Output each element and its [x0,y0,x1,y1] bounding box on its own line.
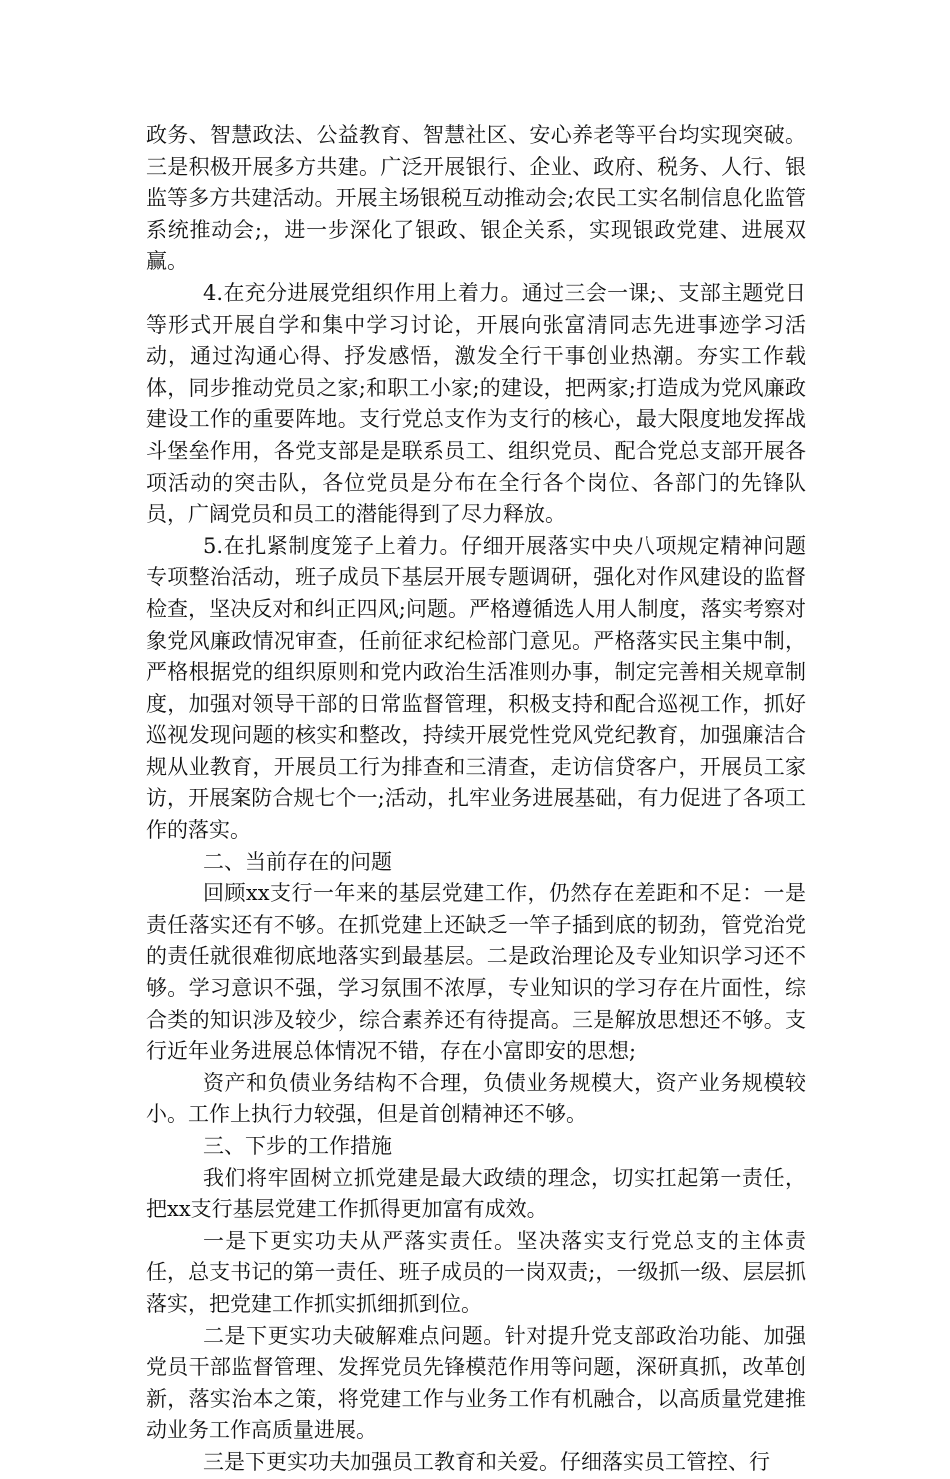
paragraph-measure-2: 二是下更实功夫破解难点问题。针对提升党支部政治功能、加强党员干部监督管理、发挥党员先锋模范作用等问题，深研真抓，改革创新，落实治本之策，将党建工作与业务工作有机融合，以高质量党建推动业务工作高质量进展。 [146,1323,806,1443]
paragraph-measure-3: 三是下更实功夫加强员工教育和关爱。仔细落实员工管控、行 [203,1449,770,1474]
section-heading-measures: 三、下步的工作措施 [203,1134,392,1158]
paragraph-measure-1: 一是下更实功夫从严落实责任。坚决落实支行党总支的主体责任，总支书记的第一责任、班子成员的一岗双责;，一级抓一级、层层抓落实，把党建工作抓实抓细抓到位。 [146,1228,806,1316]
document-body [146,120,806,1479]
paragraph-problems-continued: 资产和负债业务结构不合理，负债业务规模大，资产业务规模较小。工作上执行力较强，但是首创精神还不够。 [146,1070,806,1127]
paragraph-measures-intro: 我们将牢固树立抓党建是最大政绩的理念，切实扛起第一责任，把xx支行基层党建工作抓得更加富有成效。 [146,1165,806,1222]
paragraph-continuation: 政务、智慧政法、公益教育、智慧社区、安心养老等平台均实现突破。三是积极开展多方共建。广泛开展银行、企业、政府、税务、人行、银监等多方共建活动。开展主场银税互动推动会;农民工实名制信息化监管系统推动会;，进一步深化了银政、银企关系，实现银政党建、进展双赢。 [146,123,806,274]
section-heading-problems: 二、当前存在的问题 [203,849,392,874]
paragraph-item-4: 4.在充分进展党组织作用上着力。通过三会一课;、支部主题党日等形式开展自学和集中学习讨论，开展向张富清同志先进事迹学习活动，通过沟通心得、抒发感悟，激发全行干事创业热潮。夯实工作载体，同步推动党员之家;和职工小家;的建设，把两家;打造成为党风廉政建设工作的重要阵地。支行党总支作为支行的核心，最大限度地发挥战斗堡垒作用，各党支部是是联系员工、组织党员、配合党总支部开展各项活动的突击队，各位党员是分布在全行各个岗位、各部门的先锋队员，广阔党员和员工的潜能得到了尽力释放。 [146,280,806,527]
paragraph-item-5: 5.在扎紧制度笼子上着力。仔细开展落实中央八项规定精神问题专项整治活动，班子成员下基层开展专题调研，强化对作风建设的监督检查，坚决反对和纠正四风;问题。严格遵循选人用人制度，落实考察对象党风廉政情况审查，任前征求纪检部门意见。严格落实民主集中制，严格根据党的组织原则和党内政治生活准则办事，制定完善相关规章制度，加强对领导干部的日常监督管理，积极支持和配合巡视工作，抓好巡视发现问题的核实和整改，持续开展党性党风党纪教育，加强廉洁合规从业教育，开展员工行为排查和三清查，走访信贷客户，开展员工家访，开展案防合规七个一;活动，扎牢业务进展基础，有力促进了各项工作的落实。 [146,533,806,843]
paragraph-problems: 回顾xx支行一年来的基层党建工作，仍然存在差距和不足：一是责任落实还有不够。在抓党建上还缺乏一竿子插到底的韧劲，管党治党的责任就很难彻底地落实到最基层。二是政治理论及专业知识学习还不够。学习意识不强，学习氛围不浓厚，专业知识的学习存在片面性，综合类的知识涉及较少，综合素养还有待提高。三是解放思想还不够。支行近年业务进展总体情况不错，存在小富即安的思想; [146,881,806,1064]
